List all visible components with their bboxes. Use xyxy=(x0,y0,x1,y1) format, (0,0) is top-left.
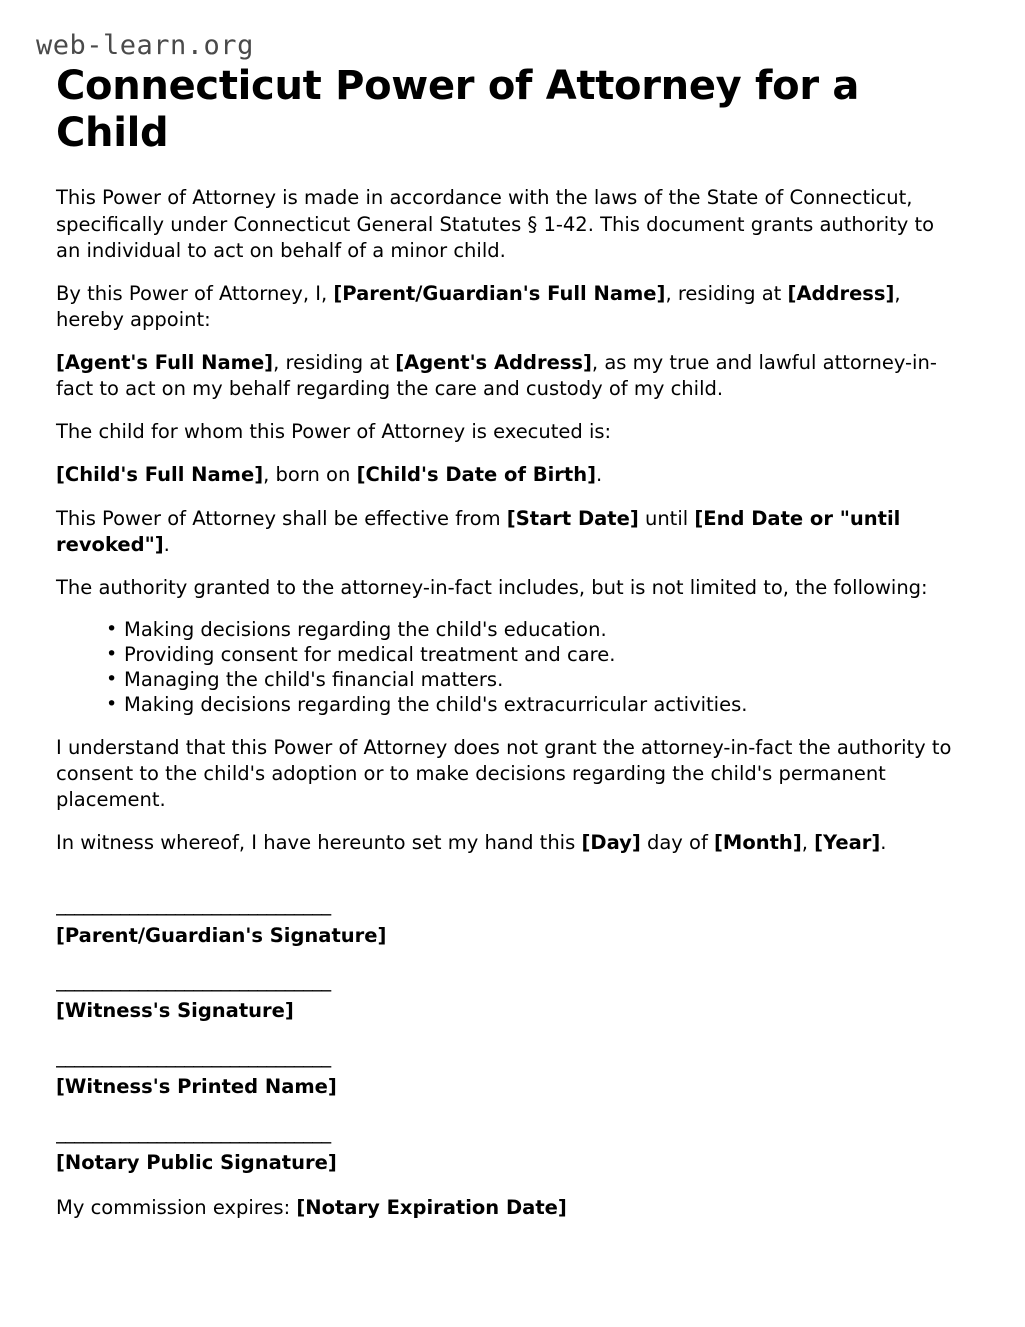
signature-block-parent-guardian xyxy=(56,894,963,948)
parent-guardian-signature-label: [Parent/Guardian's Signature] xyxy=(56,923,387,947)
signature-block-witness xyxy=(56,970,963,1024)
child-intro-paragraph: The child for whom this Power of Attorney is executed is: xyxy=(56,420,612,444)
agent-paragraph xyxy=(56,350,961,402)
page-title: Connecticut Power of Attorney for a Child xyxy=(56,63,860,157)
signature-rule-line: ______________________________ xyxy=(56,970,331,992)
appointment-tail-text: , hereby appoint: xyxy=(56,281,901,331)
commission-lead-text: My commission expires: xyxy=(56,1196,297,1220)
effective-period-paragraph xyxy=(56,506,961,558)
appointment-paragraph xyxy=(56,281,961,333)
intro-paragraph: This Power of Attorney is made in accordance with the laws of the State of Connecticut, specifically under Connecticut General Statutes § 1-42. This document grants authority to an individual to act on behalf of a minor child. xyxy=(56,186,935,262)
day-placeholder: [Day] xyxy=(581,831,641,855)
witness-tail-text: . xyxy=(880,831,887,855)
signature-block-notary-public xyxy=(56,1122,963,1176)
month-placeholder: [Month] xyxy=(714,831,802,855)
year-placeholder: [Year] xyxy=(814,831,881,855)
effective-until-text: until xyxy=(638,506,695,530)
child-tail-text: . xyxy=(596,463,603,487)
notary-public-signature-label: [Notary Public Signature] xyxy=(56,1150,337,1174)
effective-lead-text: This Power of Attorney shall be effective from xyxy=(56,506,507,530)
address-placeholder: [Address] xyxy=(787,281,895,305)
authority-list xyxy=(56,618,963,718)
witness-signature-label: [Witness's Signature] xyxy=(56,999,294,1023)
commission-expiration-line xyxy=(56,1195,963,1221)
child-born-text: , born on xyxy=(263,463,357,487)
witness-printed-name-label: [Witness's Printed Name] xyxy=(56,1075,337,1099)
limitation-paragraph: I understand that this Power of Attorney does not grant the attorney-in-fact the authority to consent to the child's adoption or to make decisions regarding the child's permanent placement. xyxy=(56,735,952,811)
list-item: • Making decisions regarding the child's extracurricular activities. xyxy=(106,693,963,718)
witness-lead-text: In witness whereof, I have hereunto set my hand this xyxy=(56,831,582,855)
signature-rule-line: ______________________________ xyxy=(56,1045,331,1068)
agent-tail-text: , as my true and lawful attorney-in-fact to act on my behalf regarding the care and custody of my child. xyxy=(56,351,937,401)
list-item: • Making decisions regarding the child's education. xyxy=(106,618,963,643)
signature-rule-line: ______________________________ xyxy=(56,1121,331,1144)
start-date-placeholder: [Start Date] xyxy=(506,506,639,530)
list-item: • Providing consent for medical treatment and care. xyxy=(106,643,963,668)
appointment-lead-text: By this Power of Attorney, I, xyxy=(56,281,334,305)
list-item: • Managing the child's financial matters. xyxy=(106,668,963,693)
effective-tail-text: . xyxy=(163,532,170,556)
parent-name-placeholder: [Parent/Guardian's Full Name] xyxy=(333,281,666,305)
agent-name-placeholder: [Agent's Full Name] xyxy=(56,351,274,375)
witness-day-of-text: day of xyxy=(640,831,715,855)
site-logo: web-learn.org xyxy=(36,30,254,61)
signature-block-witness-printed-name xyxy=(56,1046,963,1100)
child-details-paragraph xyxy=(56,462,961,488)
authority-intro-paragraph: The authority granted to the attorney-in-fact includes, but is not limited to, the following: xyxy=(56,575,928,599)
witness-comma-text: , xyxy=(801,831,815,855)
witness-clause-paragraph xyxy=(56,830,961,856)
appointment-residing-text: , residing at xyxy=(665,281,788,305)
child-name-placeholder: [Child's Full Name] xyxy=(56,463,264,487)
agent-residing-text: , residing at xyxy=(273,351,396,375)
agent-address-placeholder: [Agent's Address] xyxy=(395,351,592,375)
child-dob-placeholder: [Child's Date of Birth] xyxy=(356,463,596,487)
notary-expiration-placeholder: [Notary Expiration Date] xyxy=(296,1196,567,1220)
end-date-placeholder: [End Date or "until revoked"] xyxy=(56,506,901,556)
signature-rule-line: ______________________________ xyxy=(56,894,331,917)
